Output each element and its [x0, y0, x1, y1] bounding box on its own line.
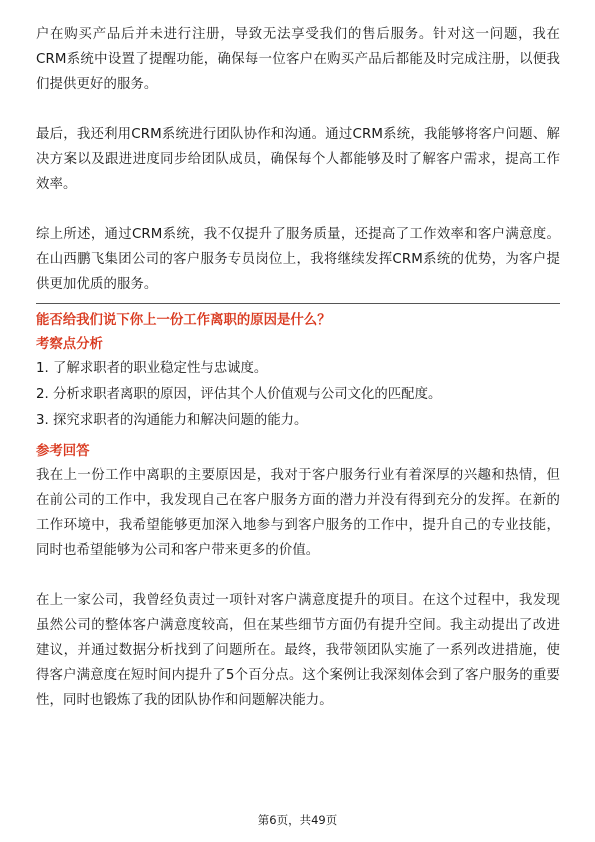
analysis-item: 1. 了解求职者的职业稳定性与忠诚度。: [36, 361, 268, 376]
question-title: 能否给我们说下你上一份工作离职的原因是什么？: [36, 313, 331, 328]
analysis-heading: 考察点分析: [36, 337, 103, 352]
analysis-item: 2. 分析求职者离职的原因，评估其个人价值观与公司文化的匹配度。: [36, 387, 442, 402]
page-indicator: 第6页，共49页: [257, 813, 338, 827]
body-paragraph: 综上所述，通过CRM系统，我不仅提升了服务质量，还提高了工作效率和客户满意度。在山西鹏飞集团公司的客户服务专员岗位上，我将继续发挥CRM系统的优势，为客户提供更加优质的服务。: [36, 227, 560, 292]
answer-paragraph: 在上一家公司，我曾经负责过一项针对客户满意度提升的项目。在这个过程中，我发现虽然公司的整体客户满意度较高，但在某些细节方面仍有提升空间。我主动提出了改进建议，并通过数据分析找到了问题所在。最终，我带领团队实施了一系列改进措施，使得客户满意度在短时间内提升了5个百分点。这个案例让我深刻体会到了客户服务的重要性，同时也锻炼了我的团队协作和问题解决能力。: [36, 593, 560, 708]
answer-heading: 参考回答: [36, 444, 90, 459]
answer-paragraph: 我在上一份工作中离职的主要原因是，我对于客户服务行业有着深厚的兴趣和热情，但在前公司的工作中，我发现自己在客户服务方面的潜力并没有得到充分的发挥。在新的工作环境中，我希望能够更加深入地参与到客户服务的工作中，提升自己的专业技能，同时也希望能够为公司和客户带来更多的价值。: [36, 468, 560, 558]
body-paragraph: 户在购买产品后并未进行注册，导致无法享受我们的售后服务。针对这一问题，我在CRM系统中设置了提醒功能，确保每一位客户在购买产品后都能及时完成注册，以便我们提供更好的服务。: [36, 27, 560, 92]
document-page: [36, 22, 560, 713]
body-paragraph: 最后，我还利用CRM系统进行团队协作和沟通。通过CRM系统，我能够将客户问题、解决方案以及跟进进度同步给团队成员，确保每个人都能够及时了解客户需求，提高工作效率。: [36, 127, 560, 192]
analysis-item: 3. 探究求职者的沟通能力和解决问题的能力。: [36, 413, 308, 428]
analysis-list: [36, 356, 560, 434]
section-divider: [36, 303, 560, 304]
